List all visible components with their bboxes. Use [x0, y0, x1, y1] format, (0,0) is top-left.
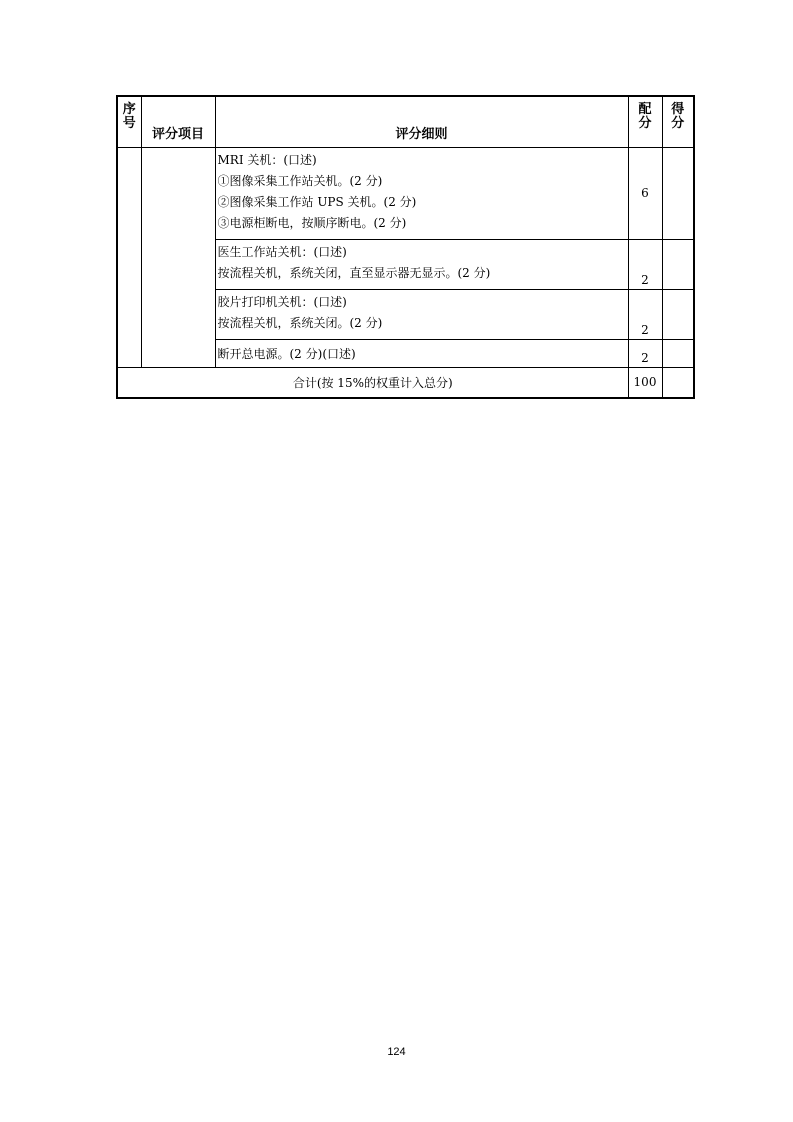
header-item: 评分项目: [141, 96, 215, 148]
score-cell[interactable]: [662, 290, 694, 340]
total-score-cell[interactable]: [662, 368, 694, 399]
total-row: [117, 368, 694, 399]
header-detail: 评分细则: [215, 96, 628, 148]
points-cell: 2: [628, 290, 662, 340]
table-row: [117, 148, 694, 240]
detail-cell: MRI 关机：(口述) ①图像采集工作站关机。(2 分) ②图像采集工作站 UPS 关机。(2 分) ③电源柜断电，按顺序断电。(2 分): [215, 148, 628, 240]
header-index: 序 号: [117, 96, 141, 148]
points-cell: 6: [628, 148, 662, 240]
header-score: 得 分: [662, 96, 694, 148]
detail-cell: 断开总电源。(2 分)(口述): [215, 340, 628, 368]
index-cell: [117, 148, 141, 368]
page-number: 124: [387, 1046, 406, 1058]
item-cell: [141, 148, 215, 368]
total-label: 合计(按 15%的权重计入总分): [117, 368, 628, 399]
points-cell: 2: [628, 340, 662, 368]
score-cell[interactable]: [662, 340, 694, 368]
score-cell[interactable]: [662, 148, 694, 240]
total-points: 100: [628, 368, 662, 399]
detail-cell: 医生工作站关机：(口述) 按流程关机，系统关闭，直至显示器无显示。(2 分): [215, 240, 628, 290]
score-cell[interactable]: [662, 240, 694, 290]
points-cell: 2: [628, 240, 662, 290]
header-points: 配 分: [628, 96, 662, 148]
detail-cell: 胶片打印机关机：(口述) 按流程关机，系统关闭。(2 分): [215, 290, 628, 340]
header-row: [117, 96, 694, 148]
scoring-table: [116, 95, 695, 399]
